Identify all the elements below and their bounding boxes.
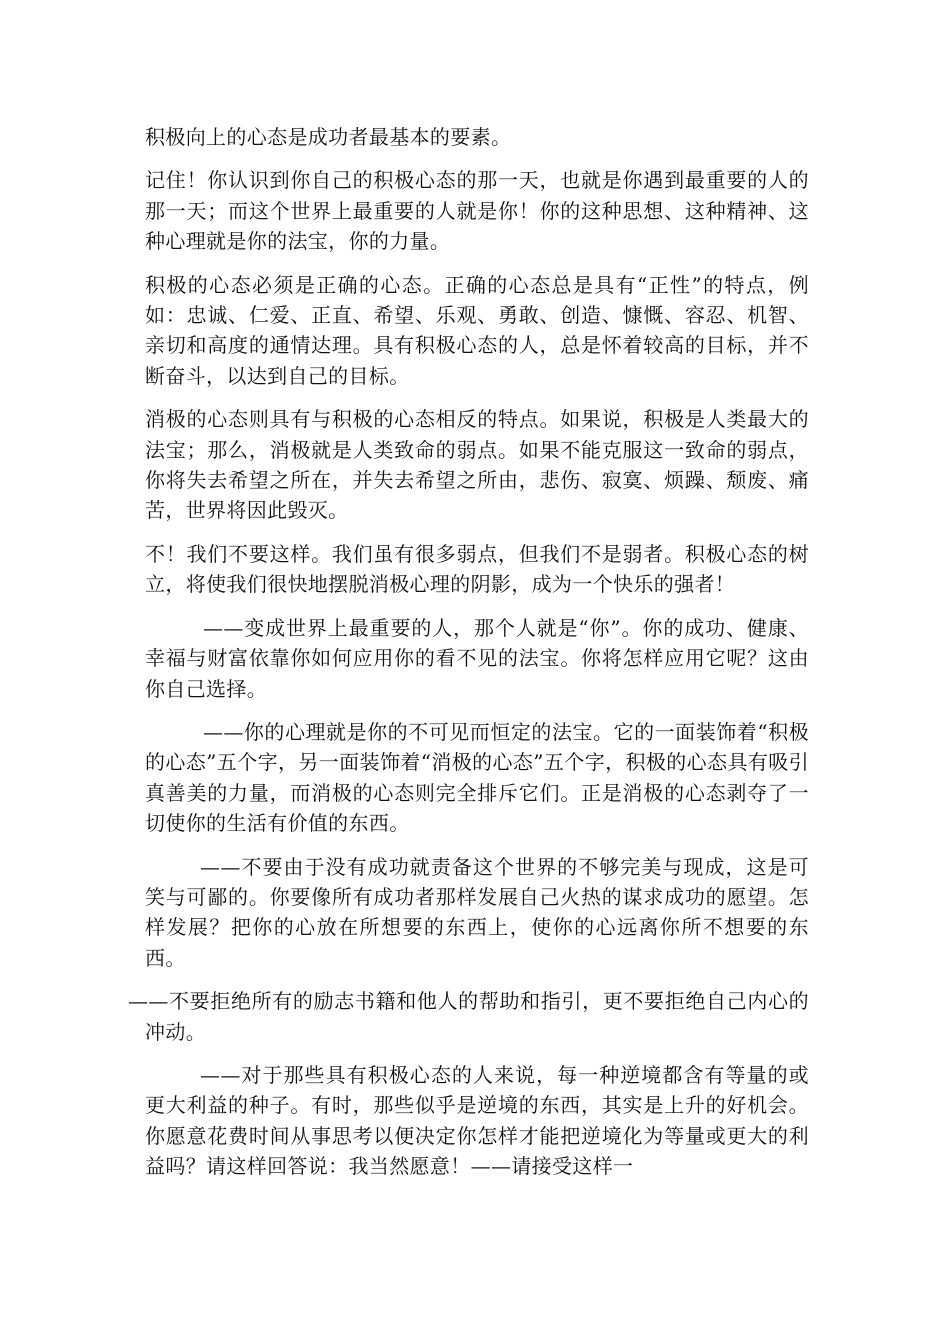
paragraph-8: ——不要由于没有成功就责备这个世界的不够完美与现成，这是可笑与可鄙的。你要像所有成功者那样发展自己火热的谋求成功的愿望。怎样发展？把你的心放在所想要的东西上，使你的心远离你所不想要的东西。 xyxy=(145,854,809,970)
paragraph-10: ——对于那些具有积极心态的人来说，每一种逆境都含有等量的或更大利益的种子。有时，那些似乎是逆境的东西，其实是上升的好机会。你愿意花费时间从事思考以便决定你怎样才能把逆境化为等量或更大的利益吗？请这样回答说：我当然愿意！——请接受这样一 xyxy=(145,1062,809,1179)
paragraph-7: ——你的心理就是你的不可见而恒定的法宝。它的一面装饰着“积极的心态”五个字，另一面装饰着“消极的心态”五个字，积极的心态具有吸引真善美的力量，而消极的心态则完全排斥它们。正是消极的心态剥夺了一切使你的生活有价值的东西。 xyxy=(145,719,809,836)
paragraph-3: 积极的心态必须是正确的心态。正确的心态总是具有“正性”的特点，例如：忠诚、仁爱、正直、希望、乐观、勇敢、创造、慷慨、容忍、机智、亲切和高度的通情达理。具有积极心态的人，总是怀着较高的目标，并不断奋斗，以达到自己的目标。 xyxy=(145,272,809,388)
paragraph-6: ——变成世界上最重要的人，那个人就是“你”。你的成功、健康、幸福与财富依靠你如何应用你的看不见的法宝。你将怎样应用它呢？这由你自己选择。 xyxy=(145,615,809,701)
document-body xyxy=(128,122,809,1195)
paragraph-9: ——不要拒绝所有的励志书籍和他人的帮助和指引，更不要拒绝自己内心的冲动。 xyxy=(128,989,809,1044)
paragraph-1: 积极向上的心态是成功者最基本的要素。 xyxy=(145,125,512,149)
paragraph-2: 记住！你认识到你自己的积极心态的那一天，也就是你遇到最重要的人的那一天；而这个世界上最重要的人就是你！你的这种思想、这种精神、这种心理就是你的法宝，你的力量。 xyxy=(145,168,809,254)
paragraph-5: 不！我们不要这样。我们虽有很多弱点，但我们不是弱者。积极心态的树立，将使我们很快地摆脱消极心理的阴影，成为一个快乐的强者！ xyxy=(145,541,809,597)
paragraph-4: 消极的心态则具有与积极的心态相反的特点。如果说，积极是人类最大的法宝；那么，消极就是人类致命的弱点。如果不能克服这一致命的弱点，你将失去希望之所在，并失去希望之所由，悲伤、寂寞、烦躁、颓废、痛苦，世界将因此毁灭。 xyxy=(145,407,809,523)
